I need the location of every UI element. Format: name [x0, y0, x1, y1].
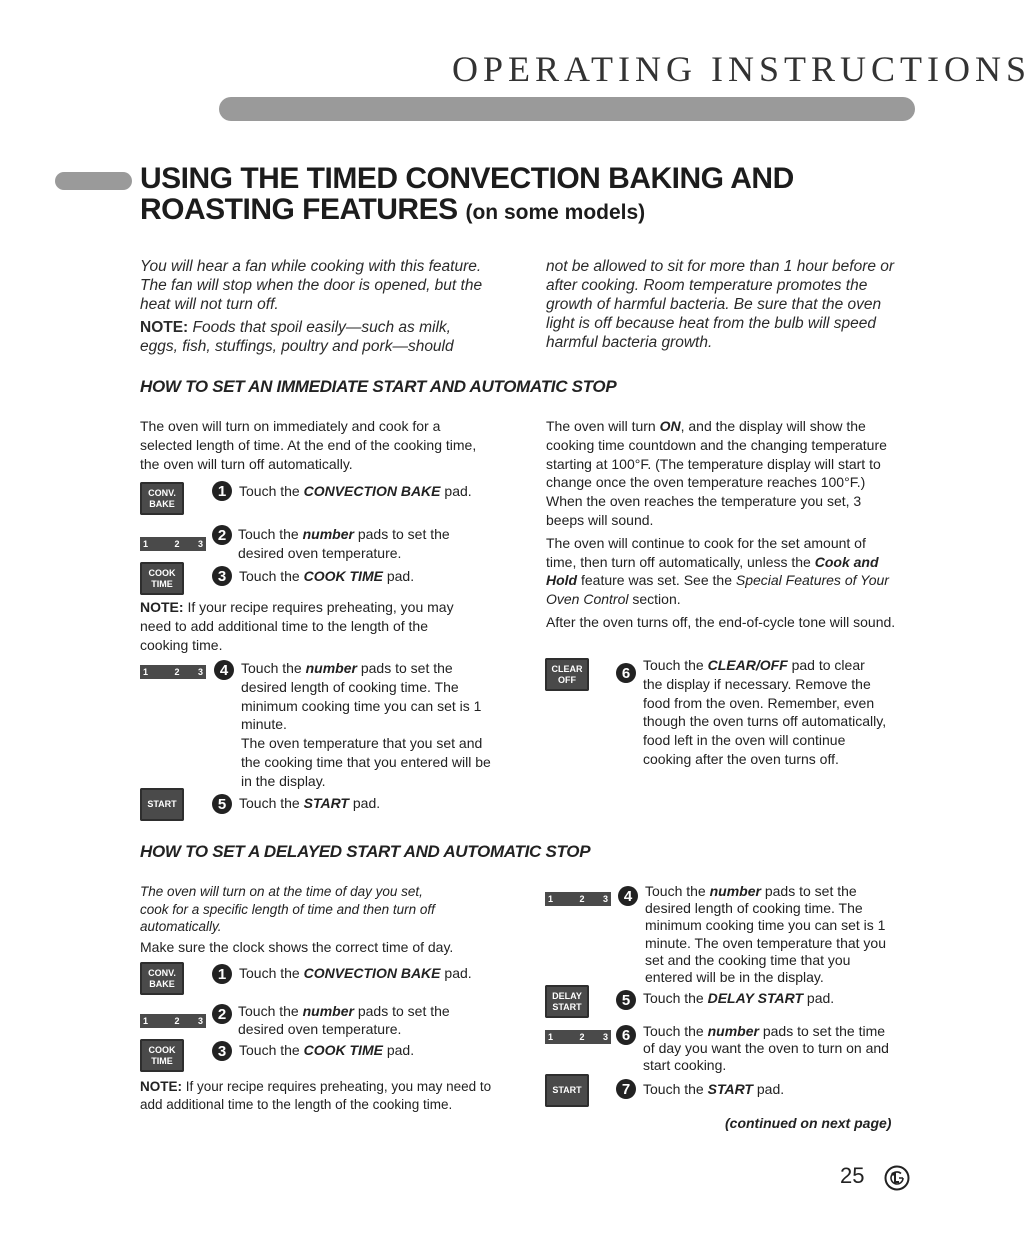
delayed-step-2: Touch the number pads to set the desired oven temperature.: [238, 1003, 450, 1037]
number-pad-icon: 1 2 3: [140, 537, 206, 551]
step-number: 6: [616, 1025, 636, 1045]
start-pad-icon: START: [140, 788, 184, 821]
delayed-step-3: Touch the COOK TIME pad.: [239, 1042, 415, 1058]
step-number: 5: [212, 794, 232, 814]
right-paragraph-2: The oven will continue to cook for the set amount of time, then turn off automatically, unless the Cook and Hold feature was set. See the Special Features of Your Oven Control section.: [546, 534, 889, 608]
section-marker: [55, 172, 132, 190]
number-pad-icon: 1 2 3: [140, 665, 206, 679]
delay-start-pad-icon: DELAY START: [545, 985, 589, 1018]
step-number: 3: [212, 566, 232, 586]
step-number: 4: [214, 660, 234, 680]
immediate-step-4: Touch the number pads to set the desired length of cooking time. The minimum cooking time you can set is 1 minute. The oven temperature that you set and the cooking time that you entered will be in the display.: [241, 659, 493, 791]
header-bar: [219, 97, 915, 121]
continued-note: (continued on next page): [725, 1115, 892, 1131]
immediate-step-1: Touch the CONVECTION BAKE pad.: [239, 483, 472, 499]
immediate-right-column: [546, 417, 898, 632]
clear-off-pad-icon: CLEAR OFF: [545, 658, 589, 691]
section-title-line1: USING THE TIMED CONVECTION BAKING AND: [140, 162, 794, 195]
delayed-step-6: Touch the number pads to set the time of day you want the oven to turn on and start cooking.: [643, 1023, 889, 1074]
immediate-intro: The oven will turn on immediately and cook for a selected length of time. At the end of the cooking time, the oven will turn off automatically.: [140, 418, 477, 472]
number-pad-icon: 1 2 3: [545, 892, 611, 906]
conv-bake-pad-icon: CONV. BAKE: [140, 962, 184, 995]
delayed-step-1: Touch the CONVECTION BAKE pad.: [239, 965, 472, 981]
delayed-note: NOTE: If your recipe requires preheating, you may need to add additional time to the length of the cooking time.: [140, 1079, 492, 1112]
step-number: 6: [616, 663, 636, 683]
start-pad-icon: START: [545, 1074, 589, 1107]
intro-note: Foods that spoil easily—such as milk, eggs, fish, stuffings, poultry and pork—should: [140, 319, 454, 355]
delayed-step-7: Touch the START pad.: [643, 1081, 785, 1097]
immediate-note: NOTE: If your recipe requires preheating, you may need to add additional time to the length of the cooking time.: [140, 599, 454, 653]
immediate-step-6: Touch the CLEAR/OFF pad to clear the display if necessary. Remove the food from the oven. Remember, even though the oven turns off automatically, food left in the oven will continue cooking after the oven turns off.: [643, 657, 887, 767]
cook-time-pad-icon: COOK TIME: [140, 1039, 184, 1072]
immediate-step-3: Touch the COOK TIME pad.: [239, 568, 415, 584]
delayed-step-4: Touch the number pads to set the desired length of cooking time. The minimum cooking time you can set is 1 minute. The oven temperature that you set and the cooking time that you entered will be in the display.: [645, 883, 886, 986]
section-title: [140, 163, 794, 228]
step-number: 1: [212, 964, 232, 984]
section-title-sub: (on some models): [465, 201, 646, 224]
step-number: 2: [212, 525, 232, 545]
immediate-step-5: Touch the START pad.: [239, 795, 381, 811]
section-title-line2: ROASTING FEATURES: [140, 193, 458, 226]
note-label: NOTE:: [140, 319, 189, 336]
page-header-title: OPERATING INSTRUCTIONS: [452, 49, 1031, 89]
right-paragraph-3: After the oven turns off, the end-of-cycle tone will sound.: [546, 613, 896, 630]
cook-time-pad-icon: COOK TIME: [140, 562, 184, 595]
step-number: 1: [212, 481, 232, 501]
delayed-heading: HOW TO SET A DELAYED START AND AUTOMATIC STOP: [140, 842, 591, 861]
delayed-step-5: Touch the DELAY START pad.: [643, 990, 835, 1006]
step-number: 3: [212, 1041, 232, 1061]
intro-paragraph: You will hear a fan while cooking with this feature. The fan will stop when the door is opened, but the heat will not turn off.: [140, 258, 483, 313]
number-pad-icon: 1 2 3: [140, 1014, 206, 1028]
right-paragraph-1: The oven will turn ON, and the display will show the cooking time countdown and the changing temperature starting at 100°F. (The temperature display will start to change once the oven temperature reaches 100°F.) When the oven reaches the temperature you set, 3 beeps will sound.: [546, 418, 887, 528]
immediate-step-2: Touch the number pads to set the desired oven temperature.: [238, 526, 450, 561]
step-number: 5: [616, 990, 636, 1010]
delayed-intro-italic: The oven will turn on at the time of day you set, cook for a specific length of time and then turn off automatically.: [140, 884, 435, 934]
lg-logo-icon: [884, 1165, 910, 1191]
step-number: 7: [616, 1079, 636, 1099]
page-number: 25: [840, 1163, 865, 1188]
immediate-heading: HOW TO SET AN IMMEDIATE START AND AUTOMATIC STOP: [140, 377, 617, 396]
number-pad-icon: 1 2 3: [545, 1030, 611, 1044]
step-number: 2: [212, 1004, 232, 1024]
intro-left: [140, 257, 485, 356]
immediate-step-4-extra: The oven temperature that you set and the cooking time that you entered will be in the display.: [241, 735, 491, 789]
step-number: 4: [618, 886, 638, 906]
conv-bake-pad-icon: CONV. BAKE: [140, 482, 184, 515]
intro-right: not be allowed to sit for more than 1 hour before or after cooking. Room temperature promotes the growth of harmful bacteria. Be sure that the oven light is off because heat from the bulb will speed harmful bacteria growth.: [546, 258, 895, 351]
delayed-intro: Make sure the clock shows the correct time of day.: [140, 939, 454, 955]
